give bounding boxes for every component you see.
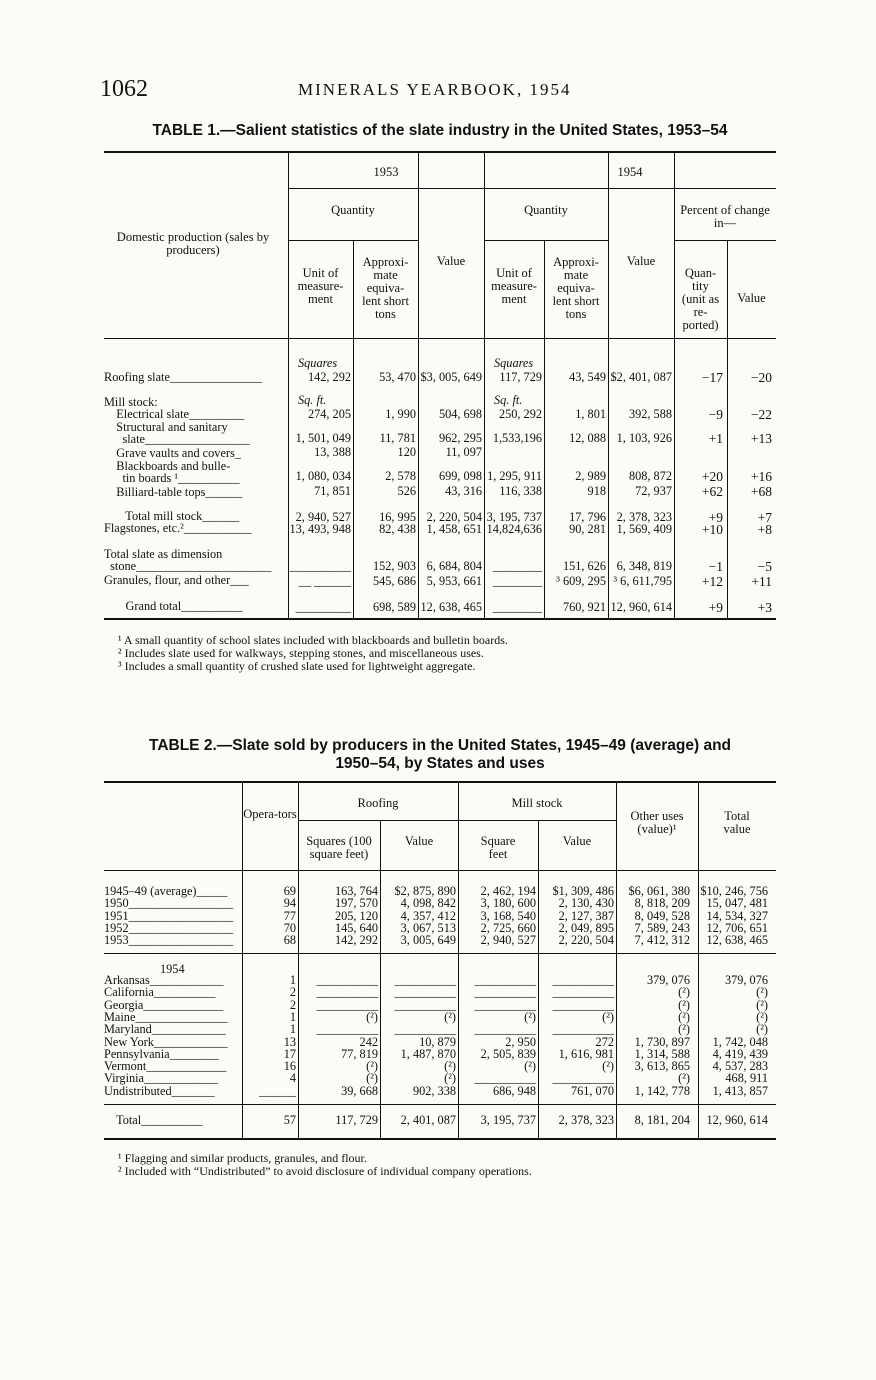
table1-cell-u53: 71, 851 [314,484,351,498]
table1-approx-1953-head: Approxi-mate equiva-lent short tons [362,255,409,321]
table1-cell-u53: 1, 501, 049 [295,431,351,445]
table2-year-row-cell-tv: $10, 246, 756 [700,884,768,898]
table2-col-rule [698,781,699,1138]
table1-row-label: Grand total__________ [104,599,243,613]
table1-cell-v53: 11, 097 [445,445,482,459]
table1-row-label-cont: stone______________________ [104,559,272,573]
table1-cell-u53: 142, 292 [307,370,351,384]
table1-footnote: ² Includes slate used for walkways, stepping stones, and miscellaneous uses. [118,646,484,660]
table2-state-row-cell-tv: 468, 911 [725,1071,768,1086]
table1-cell-t54: 760, 921 [562,600,606,614]
table2-year-row-cell-tv: 14, 534, 327 [706,908,768,923]
table1-row-label: Total mill stock______ [104,509,240,523]
table1-cell-v54: 1, 569, 409 [616,522,672,536]
table2-state-row-cell-mv: __________ [552,985,614,1000]
table2-year-row-cell-tv: 12, 638, 465 [706,933,768,948]
table2-state-row-cell-ops: 1 [289,973,296,987]
table2-year-row-cell-sq: 197, 570 [334,896,378,911]
table1-cell-pv: +8 [757,522,772,537]
table2-year-row-label: 1951_________________ [104,908,234,923]
table1-cell-pq: +10 [701,522,723,537]
table2-roofing-head: Roofing [357,796,399,810]
table2-state-row-cell-rv: (²) [444,1059,456,1074]
table2-state-row-cell-tv: 379, 076 [724,973,768,987]
table1-cell-v54: 1, 103, 926 [616,431,672,445]
table2-state-row-cell-tv: 4, 419, 439 [712,1046,768,1061]
table1-unit-1953-head: Unit of measure-ment [297,266,344,306]
table2-state-row-cell-mv: __________ [552,1022,614,1037]
table1-cell-pv: −5 [757,559,772,574]
table2-state-row-cell-sq: __________ [316,973,378,987]
table1-cell-t53: 1, 990 [385,407,416,421]
table2-year-row-cell-mv: 2, 220, 504 [558,933,614,948]
table1-pct-value-head: Value [737,291,766,305]
table2-caption-line2: 1950–54, by States and uses [335,755,545,772]
table2-state-row-cell-tv: (²) [756,1009,768,1024]
table1-cell-pq: +9 [708,510,723,525]
table2-state-row-cell-sq: (²) [366,1009,378,1024]
table2-state-row-cell-tv: (²) [756,997,768,1012]
table1-cell-u54: 117, 729 [499,370,542,384]
table2-total-cell-ou: 8, 181, 204 [634,1113,690,1127]
table1-col-rule [727,240,728,618]
table1-cell-u54: ________ [492,600,542,614]
table1-cell-t54: 90, 281 [569,522,606,536]
table2-state-row-cell-rv: 902, 338 [412,1083,456,1098]
table1-row-label: Roofing slate_______________ [104,370,263,384]
table2-year-row-cell-ou: 7, 589, 243 [634,920,690,935]
table2-state-row-cell-sq: 39, 668 [341,1083,378,1098]
table1-row-label: Billiard-table tops______ [104,485,243,499]
table2-total-label: Total__________ [104,1113,203,1127]
table1-row-label: Structural and sanitary [104,420,228,434]
table2-col-rule [380,820,381,1138]
table2-total-rule [104,1104,776,1105]
table1-col-rule [674,151,675,618]
table2-state-row-cell-ou: 1, 142, 778 [634,1083,690,1098]
table1-cell-u54: 3, 195, 737 [486,510,542,524]
table2-state-row-cell-ops: 17 [283,1046,296,1061]
table1-cell-t54: 17, 796 [569,510,606,524]
table1-cell-v53: 504, 698 [438,407,482,421]
table1-col-rule [288,151,289,618]
table2-state-row-cell-tv: 1, 742, 048 [712,1034,768,1049]
table1-cell-t53: 526 [397,484,416,498]
table2-state-row-cell-sf: __________ [474,973,536,987]
table2-state-row-label: California__________ [104,985,216,1000]
table1-cell-pv: +68 [750,484,772,499]
table2-total-cell-ops: 57 [283,1113,296,1127]
table2-caption-line1: TABLE 2.—Slate sold by producers in the United States, 1945–49 (average) and [149,737,731,754]
table2-mid-rule [104,953,776,954]
table2-state-row-cell-rv: 10, 879 [419,1034,456,1049]
table1-cell-v53: 2, 220, 504 [426,510,482,524]
table1-cell-u53: 274, 205 [307,407,351,421]
table1-footnote: ¹ A small quantity of school slates included with blackboards and bulletin boards. [118,633,508,647]
table2-group-rule [298,820,616,821]
table2-state-row-cell-mv: __________ [552,973,614,987]
table2-state-row-cell-mv: 272 [595,1034,614,1049]
table2-state-row-cell-sf: 686, 948 [492,1083,536,1098]
table2-state-row-cell-sf: (²) [524,1009,536,1024]
table1-cell-u53: 1, 080, 034 [295,469,351,483]
table2-year-row-cell-ou: 8, 049, 528 [634,908,690,923]
table2-state-row-cell-tv: (²) [756,1022,768,1037]
table1-col-rule [544,240,545,618]
table1-col-rule [484,151,485,618]
table2-year-row-label: 1953_________________ [104,933,234,948]
table2-year-row-cell-mv: 2, 049, 895 [558,920,614,935]
table1-col-rule [608,151,609,618]
table1-cell-t53: 2, 578 [385,469,416,483]
table1-pct-head: Percent of change in— [680,203,770,230]
table1-stub-head: Domestic production (sales by producers) [116,230,270,257]
table2-state-row-cell-sf: (²) [524,1059,536,1074]
table1-cell-t53: 698, 589 [372,600,416,614]
table1-row-label: Electrical slate_________ [104,407,245,421]
table1-footnote: ³ Includes a small quantity of crushed slate used for lightweight aggregate. [118,659,476,673]
table2-state-row-cell-sf: 2, 505, 839 [480,1046,536,1061]
table2-state-row-cell-sf: __________ [474,1022,536,1037]
table2-state-row-cell-sq: __________ [316,997,378,1012]
table1-cell-u54: 1, 295, 911 [487,469,542,483]
table1-cell-u53: 13, 388 [314,445,351,459]
table1-cell-pv: −22 [750,407,772,422]
table1-cell-u54: 1,533,196 [492,431,542,445]
table1-cell-v54: 2, 378, 323 [616,510,672,524]
table2-state-row-cell-tv: 1, 413, 857 [712,1083,768,1098]
table1-cell-t54: 1, 801 [575,407,606,421]
table1-row-label: Grave vaults and covers_ [104,446,241,460]
table2-state-row-cell-sf: __________ [474,997,536,1012]
table2-year-row-cell-sf: 2, 462, 194 [480,884,536,898]
table2-year-row-label: 1952_________________ [104,920,234,935]
table1-unit-label: Sq. ft. [494,393,523,407]
table1-cell-v53: 1, 458, 651 [426,522,482,536]
table2-year-1954: 1954 [160,962,185,976]
table1-approx-1954-head: Approxi-mate equiva-lent short tons [552,255,600,321]
table2-state-row-cell-ops: 16 [283,1059,296,1074]
table1-row-label-cont: slate_________________ [104,432,250,446]
table2-state-row-cell-rv: __________ [394,973,456,987]
table2-year-row-label: 1950_________________ [104,896,234,911]
table1-cell-u53: _________ [295,600,351,614]
table2-total-cell-tv: 12, 960, 614 [706,1113,768,1127]
table2-year-row-cell-ops: 68 [283,933,296,948]
table2-state-row-cell-sf: 2, 950 [505,1034,536,1049]
table1-cell-v53: $3, 005, 649 [420,370,482,384]
table2-state-row-cell-rv: __________ [394,1022,456,1037]
table2-year-row-cell-mv: 2, 130, 430 [558,896,614,911]
table2-caption [104,737,776,773]
table1-caption: TABLE 1.—Salient statistics of the slate industry in the United States, 1953–54 [152,122,728,139]
table2-state-row-cell-sq: (²) [366,1059,378,1074]
table1-cell-v54: $2, 401, 087 [610,370,672,384]
table1-cell-pq: +62 [701,484,723,499]
table1-cell-pq: +12 [701,574,723,589]
table2-state-row-cell-mv: __________ [552,997,614,1012]
table2-state-row-cell-rv: (²) [444,1009,456,1024]
table1-cell-v54: 12, 960, 614 [610,600,672,614]
table2-year-row-cell-rv: 3, 005, 649 [400,933,456,948]
table1-cell-pv: −20 [750,370,772,385]
table2-year-row-cell-ou: 7, 412, 312 [634,933,690,948]
table2-state-row-label: Maryland____________ [104,1022,226,1037]
table1-cell-v53: 6, 684, 804 [426,559,482,573]
table2-state-row-cell-ou: 379, 076 [646,973,690,987]
table1-cell-pq: −17 [701,370,723,385]
table2-state-row-cell-mv: (²) [602,1009,614,1024]
table2-year-row-cell-sq: 142, 292 [334,933,378,948]
table1-cell-u53: 2, 940, 527 [295,510,351,524]
table2-state-row-cell-ou: 1, 314, 588 [634,1046,690,1061]
table2-state-row-cell-ops: 13 [283,1034,296,1049]
table1-row-label: Blackboards and bulle- [104,459,231,473]
table1-cell-u53: __________ [289,559,351,573]
table1-head-rule [104,338,776,339]
table1-row-label: Granules, flour, and other___ [104,573,249,587]
table1-cell-v53: 699, 098 [438,469,482,483]
table2-other-uses-head: Other uses (value)¹ [630,809,684,836]
table1-cell-pv: +11 [751,574,772,589]
table2-mill-value-head: Value [562,834,592,848]
table1-cell-u54: 250, 292 [498,407,542,421]
table1-cell-t53: 11, 781 [379,431,416,445]
table1-cell-t53: 120 [397,445,416,459]
table1-cell-pv: +3 [757,600,772,615]
table2-state-row-cell-ou: 3, 613, 865 [634,1059,690,1074]
table2-state-row-cell-ops: 1 [289,1009,296,1024]
table2-state-row-label: New York____________ [104,1034,228,1049]
table1-unit-1954-head: Unit of measure-ment [491,266,537,306]
table1-unit-label: Sq. ft. [298,393,327,407]
table2-year-row-cell-rv: 4, 098, 842 [400,896,456,911]
table2-state-row-cell-rv: 1, 487, 870 [400,1046,456,1061]
table2-year-row-cell-mv: $1, 309, 486 [552,884,614,898]
table1-col-rule [418,151,419,618]
table1-cell-v54: 808, 872 [628,469,672,483]
table2-col-rule [616,781,617,1138]
table1-cell-t54: 12, 088 [569,431,606,445]
table2-state-row-cell-ops: 1 [289,1022,296,1037]
table2-state-row-cell-ou: (²) [678,1022,690,1037]
table2-state-row-cell-mv: __________ [552,1071,614,1086]
table2-year-row-label: 1945–49 (average)_____ [104,884,228,898]
table2-state-row-cell-tv: 4, 537, 283 [712,1059,768,1074]
table2-col-rule [458,781,459,1138]
table2-col-rule [242,781,243,1138]
table1-cell-pq: −9 [708,407,723,422]
table1-cell-v53: 962, 295 [438,431,482,445]
table2-total-cell-mv: 2, 378, 323 [558,1113,614,1127]
table2-year-row-cell-ops: 94 [283,896,296,911]
table1-cell-t54: 151, 626 [562,559,606,573]
table2-col-rule [538,820,539,1138]
table2-year-row-cell-mv: 2, 127, 387 [558,908,614,923]
table2-state-row-cell-sq: 77, 819 [341,1046,378,1061]
table2-year-row-cell-sq: 163, 764 [334,884,378,898]
table1-unit-label: Squares [298,356,338,370]
table1-quantity-1954-rule [484,240,608,241]
table1-cell-u54: 116, 338 [499,484,542,498]
table1-cell-v54: ³ 6, 611,795 [613,574,672,588]
table2-footnote: ² Included with “Undistributed” to avoid disclosure of individual company operations. [118,1164,532,1178]
table2-millstock-head: Mill stock [511,796,563,810]
table1-cell-t53: 16, 995 [379,510,416,524]
table1-cell-pq: +9 [708,600,723,615]
table1-cell-pv: +7 [757,510,772,525]
table1-cell-v54: 72, 937 [635,484,672,498]
page-number: 1062 [100,76,148,102]
table2-year-row-cell-tv: 12, 706, 651 [706,920,768,935]
table2-year-row-cell-sf: 3, 180, 600 [480,896,536,911]
table1-year-1953: 1953 [373,165,399,179]
table2-col-rule [298,781,299,1138]
table2-state-row-cell-ou: (²) [678,1071,690,1086]
table1-cell-t53: 545, 686 [372,574,416,588]
table2-state-row-label: Arkansas____________ [104,973,224,987]
table2-state-row-cell-ops: ______ [259,1083,296,1098]
table1-cell-t54: 918 [587,484,606,498]
table2-year-row-cell-ops: 69 [283,884,296,898]
table2-state-row-cell-sq: __________ [316,985,378,1000]
table2-year-row-cell-sf: 2, 725, 660 [480,920,536,935]
table1-cell-t54: ³ 609, 295 [556,574,606,588]
table2-squares-head: Squares (100 square feet) [306,834,372,861]
table2-state-row-cell-mv: (²) [602,1059,614,1074]
table2-state-row-label: Vermont_____________ [104,1059,227,1074]
table2-state-row-cell-rv: __________ [394,997,456,1012]
table1-cell-u54: ________ [492,559,542,573]
table2-footnote: ¹ Flagging and similar products, granules, and flour. [118,1151,367,1165]
table1-cell-u54: ________ [492,574,542,588]
table2-state-row-cell-tv: (²) [756,985,768,1000]
table2-state-row-cell-ou: (²) [678,1009,690,1024]
table1-cell-t53: 53, 470 [379,370,416,384]
table2-year-row-cell-ou: $6, 061, 380 [628,884,690,898]
table2-year-row-cell-sf: 3, 168, 540 [480,908,536,923]
table1-row-label: Total slate as dimension [104,547,223,561]
table2-year-row-cell-ops: 70 [283,920,296,935]
table2-total-cell-sq: 117, 729 [335,1113,378,1127]
table1-bottom-rule [104,618,776,620]
table1-cell-u53: __ ______ [298,574,351,588]
table2-bottom-rule [104,1138,776,1140]
table2-state-row-cell-ou: (²) [678,985,690,1000]
table1-cell-u53: 13, 493, 948 [289,522,351,536]
table1-cell-v54: 392, 588 [628,407,672,421]
table2-state-row-cell-ou: 1, 730, 897 [634,1034,690,1049]
table1-year-rule [288,188,776,189]
table2-state-row-cell-rv: __________ [394,985,456,1000]
table2-state-row-cell-ops: 4 [289,1071,296,1086]
table2-year-row-cell-rv: 4, 357, 412 [400,908,456,923]
table2-year-row-cell-rv: $2, 875, 890 [394,884,456,898]
table2-total-value-head: Total value [723,809,751,836]
table2-state-row-cell-ops: 2 [289,985,296,1000]
table2-year-row-cell-ou: 8, 818, 209 [634,896,690,911]
table2-year-row-cell-tv: 15, 047, 481 [706,896,768,911]
table2-total-cell-rv: 2, 401, 087 [400,1113,456,1127]
table2-state-row-label: Maine_______________ [104,1009,228,1024]
table1-value-1953-head: Value [436,254,466,268]
table1-cell-t54: 43, 549 [569,370,606,384]
table2-state-row-label: Pennsylvania________ [104,1046,219,1061]
table1-cell-pq: +20 [701,469,723,484]
table1-cell-v53: 12, 638, 465 [420,600,482,614]
table2-year-row-cell-sq: 145, 640 [334,920,378,935]
table2-total-cell-sf: 3, 195, 737 [480,1113,536,1127]
table1-col-rule [353,240,354,618]
table2-state-row-cell-sq: __________ [316,1022,378,1037]
table1-pct-rule [674,240,776,241]
table2-state-row-cell-sq: (²) [366,1071,378,1086]
table1-cell-pv: +13 [750,431,772,446]
table2-state-row-label: Georgia_____________ [104,997,224,1012]
table2-year-row-cell-ops: 77 [283,908,296,923]
table2-state-row-cell-sf: __________ [474,1071,536,1086]
table1-top-rule [104,151,776,153]
table2-year-row-cell-rv: 3, 067, 513 [400,920,456,935]
table2-state-row-cell-rv: (²) [444,1071,456,1086]
table2-state-row-cell-ou: (²) [678,997,690,1012]
table1-cell-v54: 6, 348, 819 [616,559,672,573]
table2-roof-value-head: Value [404,834,434,848]
table1-cell-v53: 43, 316 [445,484,482,498]
table2-year-row-cell-sq: 205, 120 [334,908,378,923]
table2-operators-head: Opera-tors [243,807,297,821]
table2-state-row-cell-sq: 242 [359,1034,378,1049]
table1-row-label-cont: tin boards ¹__________ [104,471,240,485]
table1-cell-u54: 14,824,636 [486,522,542,536]
table2-square-feet-head: Square feet [480,834,516,861]
table1-cell-t53: 82, 438 [379,522,416,536]
table2-state-row-cell-mv: 761, 070 [570,1083,614,1098]
table2-head-rule [104,870,776,871]
table2-year-row-cell-sf: 2, 940, 527 [480,933,536,948]
table1-cell-t53: 152, 903 [372,559,416,573]
table1-cell-pv: +16 [750,469,772,484]
table2-state-row-cell-ops: 2 [289,997,296,1012]
table2-top-rule [104,781,776,783]
table1-unit-label: Squares [494,356,534,370]
table1-cell-v53: 5, 953, 661 [426,574,482,588]
table2-state-row-cell-sf: __________ [474,985,536,1000]
table1-quantity-1954: Quantity [524,203,568,217]
table1-year-1954: 1954 [617,165,643,179]
table2-state-row-cell-mv: 1, 616, 981 [558,1046,614,1061]
table1-cell-pq: +1 [708,431,723,446]
table1-cell-t54: 2, 989 [575,469,606,483]
table1-quantity-1953: Quantity [331,203,375,217]
running-head: MINERALS YEARBOOK, 1954 [298,80,572,99]
table2-state-row-label: Undistributed_______ [104,1083,215,1098]
table1-row-label: Mill stock: [104,395,158,409]
table2-state-row-label: Virginia____________ [104,1071,218,1086]
table1-pct-qty-head: Quan-tity (unit as re-ported) [681,266,720,332]
table1-cell-pq: −1 [708,559,723,574]
table1-row-label: Flagstones, etc.²___________ [104,521,252,535]
table1-value-1954-head: Value [626,254,656,268]
